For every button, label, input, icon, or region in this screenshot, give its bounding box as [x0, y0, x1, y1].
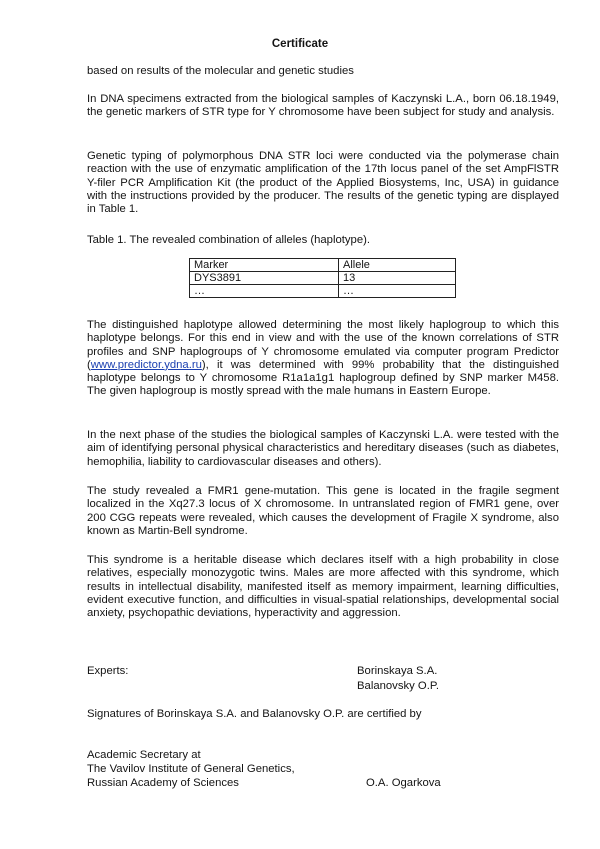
experts-label: Experts:	[87, 665, 129, 677]
table-caption: Table 1. The revealed combination of alleles (haplotype).	[87, 234, 371, 246]
certification-text: Signatures of Borinskaya S.A. and Balanovsky O.P. are certified by	[87, 708, 422, 720]
table-cell-allele: …	[339, 285, 456, 298]
secretary-name: O.A. Ogarkova	[366, 777, 441, 789]
secretary-line: Academic Secretary at	[87, 749, 201, 761]
paragraph-syndrome: This syndrome is a heritable disease which declares itself with a high probability in close relatives, especially monozygotic twins. Males are more affected with this syndrome, which results in intellectual disability, manifested itself as memory impairment, learning difficulties, evident executive function, and difficulties in visual-spatial relationships, developmental social anxiety, psychopathic deviations, hyperactivity and aggression.	[87, 554, 559, 620]
haplogroup-text-start: The distinguished haplotype allowed determining the most likely haplogroup to which this haplotype belongs. For this end in view and with the use of the known correlations of STR profiles and SNP haplogroups of Y chromosome emulated via computer program Predictor (	[87, 319, 559, 371]
paragraph-fmr1: The study revealed a FMR1 gene-mutation. This gene is located in the fragile segment localized in the Xq27.3 locus of X chromosome. In untranslated region of FMR1 gene, over 200 CGG repeats were revealed, which causes the development of Fragile X syndrome, also known as Martin-Bell syndrome.	[87, 485, 559, 537]
table-cell-marker: DYS3891	[190, 272, 339, 285]
table-row	[190, 285, 456, 298]
table-header-marker: Marker	[190, 259, 339, 272]
paragraph-genetic-typing: Genetic typing of polymorphous DNA STR loci were conducted via the polymerase chain reaction with the use of enzymatic amplification of the 17th locus panel of the set AmpFlSTR Y-filer PCR Amplification Kit (the product of the Applied Biosystems, Inc, USA) in guidance with the instructions provided by the producer. The results of the genetic typing are displayed in Table 1.	[87, 150, 559, 216]
table-cell-marker: …	[190, 285, 339, 298]
table-header-row	[190, 259, 456, 272]
paragraph-specimens: In DNA specimens extracted from the biological samples of Kaczynski L.A., born 06.18.1949, the genetic markers of STR type for Y chromosome have been subject for study and analysis.	[87, 93, 559, 119]
haplogroup-text-end: ), it was determined with 99% probability that the distinguished haplotype belongs to Y chromosome R1a1a1g1 haplogroup defined by SNP marker M458. The given haplogroup is mostly spread with the male humans in Eastern Europe.	[87, 358, 559, 398]
predictor-link[interactable]: www.predictor.ydna.ru	[90, 358, 202, 371]
secretary-line: The Vavilov Institute of General Genetics,	[87, 763, 295, 775]
subtitle: based on results of the molecular and genetic studies	[87, 65, 354, 77]
expert-name: Balanovsky O.P.	[357, 680, 440, 692]
table-header-allele: Allele	[339, 259, 456, 272]
secretary-line: Russian Academy of Sciences	[87, 777, 239, 789]
paragraph-next-phase: In the next phase of the studies the biological samples of Kaczynski L.A. were tested with the aim of identifying personal physical characteristics and hereditary diseases (such as diabetes, hemophilia, liability to cardiovascular diseases and others).	[87, 429, 559, 468]
table-cell-allele: 13	[339, 272, 456, 285]
table-row	[190, 272, 456, 285]
paragraph-haplogroup	[87, 319, 559, 399]
expert-name: Borinskaya S.A.	[357, 665, 438, 677]
alleles-table	[189, 258, 456, 298]
page-title: Certificate	[271, 38, 329, 50]
